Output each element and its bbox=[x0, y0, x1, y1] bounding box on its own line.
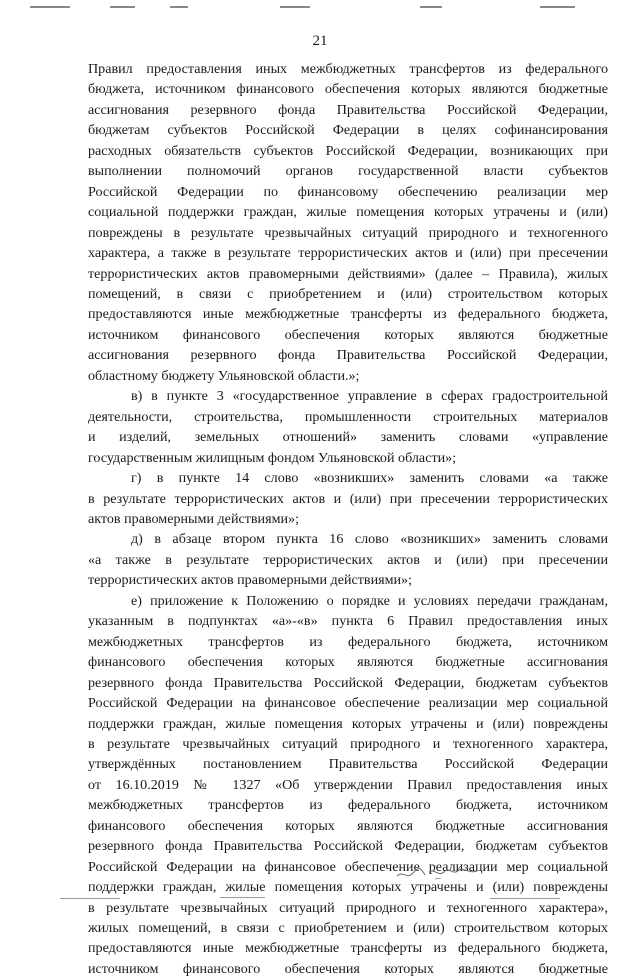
text-line: е) приложение к Положению о порядке и условиях передачи гражданам, bbox=[131, 592, 608, 609]
text-line: поддержки граждан, жилые помещения которых утрачены и (или) повреждены bbox=[88, 715, 608, 732]
text-line: террористических актов правомерными действиями» (далее – Правила), жилых bbox=[88, 265, 608, 282]
text-line: бюджетам субъектов Российской Федерации в целях софинансирования bbox=[88, 122, 608, 139]
text-line: от 16.10.2019 № 1327 «Об утверждении Правил предоставления иных bbox=[88, 776, 608, 793]
text-line: в результате террористических актов и (или) при пресечении террористических bbox=[88, 490, 608, 507]
text-line: Российской Федерации по финансовому обеспечению реализации мер bbox=[88, 183, 608, 200]
text-line: указанным в подпунктах «а»-«в» пункта 6 Правил предоставления иных bbox=[88, 613, 608, 630]
text-line: ассигнования резервного фонда Правительства Российской Федерации, bbox=[88, 101, 608, 118]
paragraph-item-d bbox=[88, 529, 608, 590]
text-line: характера, а также в результате террористических актов и (или) при пресечении bbox=[88, 245, 608, 262]
text-line: Российской Федерации на финансовое обеспечение реализации мер социальной bbox=[88, 858, 608, 875]
text-line: г) в пункте 14 слово «возникших» заменить словами «а также bbox=[131, 470, 608, 487]
text-line: деятельности, строительства, промышленности строительных материалов bbox=[88, 408, 608, 425]
text-line: жилых помещений, в связи с приобретением и (или) строительством которых bbox=[88, 920, 608, 937]
signature-mark bbox=[395, 864, 480, 884]
text-line: д) в абзаце втором пункта 16 слово «возникших» заменить словами bbox=[131, 531, 608, 548]
text-line: резервного фонда Правительства Российской Федерации, бюджетам субъектов bbox=[88, 674, 608, 691]
page-number: 21 bbox=[312, 33, 328, 49]
text-line: межбюджетных трансфертов из федерального бюджета, источником bbox=[88, 797, 608, 814]
text-line: резервного фонда Правительства Российской Федерации, бюджетам субъектов bbox=[88, 838, 608, 855]
paragraph-continuation bbox=[88, 59, 608, 386]
text-line: предоставляются иные межбюджетные трансферты из федерального бюджета, bbox=[88, 940, 608, 957]
paragraph-item-e bbox=[88, 591, 608, 979]
text-line: источником финансового обеспечения которых являются бюджетные bbox=[88, 960, 608, 977]
text-line: утверждённых постановлением Правительства Российской Федерации bbox=[88, 756, 608, 773]
text-line: Российской Федерации на финансовое обеспечение реализации мер социальной bbox=[88, 695, 608, 712]
text-line: и изделий, земельных отношений» заменить словами «управление bbox=[88, 429, 608, 446]
text-line: выполнении полномочий органов государственной власти субъектов bbox=[88, 163, 608, 180]
text-line: государственным жилищным фондом Ульяновской области»; bbox=[88, 449, 457, 466]
scan-edge-bottom bbox=[20, 895, 620, 901]
text-line: в результате чрезвычайных ситуаций природного и техногенного характера», bbox=[88, 899, 608, 916]
paragraph-item-v bbox=[88, 386, 608, 468]
text-line: террористических актов правомерными действиями»; bbox=[88, 572, 413, 589]
text-line: Правил предоставления иных межбюджетных трансфертов из федерального bbox=[88, 61, 608, 77]
text-line: ассигнования резервного фонда Правительства Российской Федерации, bbox=[88, 347, 608, 364]
scan-edge-top bbox=[20, 4, 620, 10]
text-line: повреждены в результате чрезвычайных ситуаций природного и техногенного bbox=[88, 224, 608, 241]
text-line: финансового обеспечения которых являются бюджетные ассигнования bbox=[88, 654, 608, 671]
text-line: предоставляются иные межбюджетные трансферты из федерального бюджета, bbox=[88, 306, 608, 323]
text-line: помещений, в связи с приобретением и (или) строительством которых bbox=[88, 285, 608, 302]
paragraph-item-g bbox=[88, 468, 608, 529]
document-body bbox=[88, 59, 608, 979]
text-line: источником финансового обеспечения которых являются бюджетные bbox=[88, 326, 608, 343]
text-line: в) в пункте 3 «государственное управление в сферах градостроительной bbox=[131, 388, 608, 405]
text-line: межбюджетных трансфертов из федерального бюджета, источником bbox=[88, 633, 608, 650]
text-line: «а также в результате террористических актов и (или) при пресечении bbox=[88, 551, 608, 568]
text-line: финансового обеспечения которых являются бюджетные ассигнования bbox=[88, 817, 608, 834]
text-line: бюджета, источником финансового обеспечения которых являются бюджетные bbox=[88, 81, 608, 98]
text-line: расходных обязательств субъектов Российской Федерации, возникающих при bbox=[88, 142, 608, 159]
text-line: областному бюджету Ульяновской области.»; bbox=[88, 367, 360, 384]
text-line: социальной поддержки граждан, жилые помещения которых утрачены и (или) bbox=[88, 204, 608, 221]
text-line: в результате чрезвычайных ситуаций природного и техногенного характера, bbox=[88, 735, 608, 752]
text-line: поддержки граждан, жилые помещения которых утрачены и (или) повреждены bbox=[88, 879, 608, 896]
text-line: актов правомерными действиями»; bbox=[88, 510, 299, 527]
